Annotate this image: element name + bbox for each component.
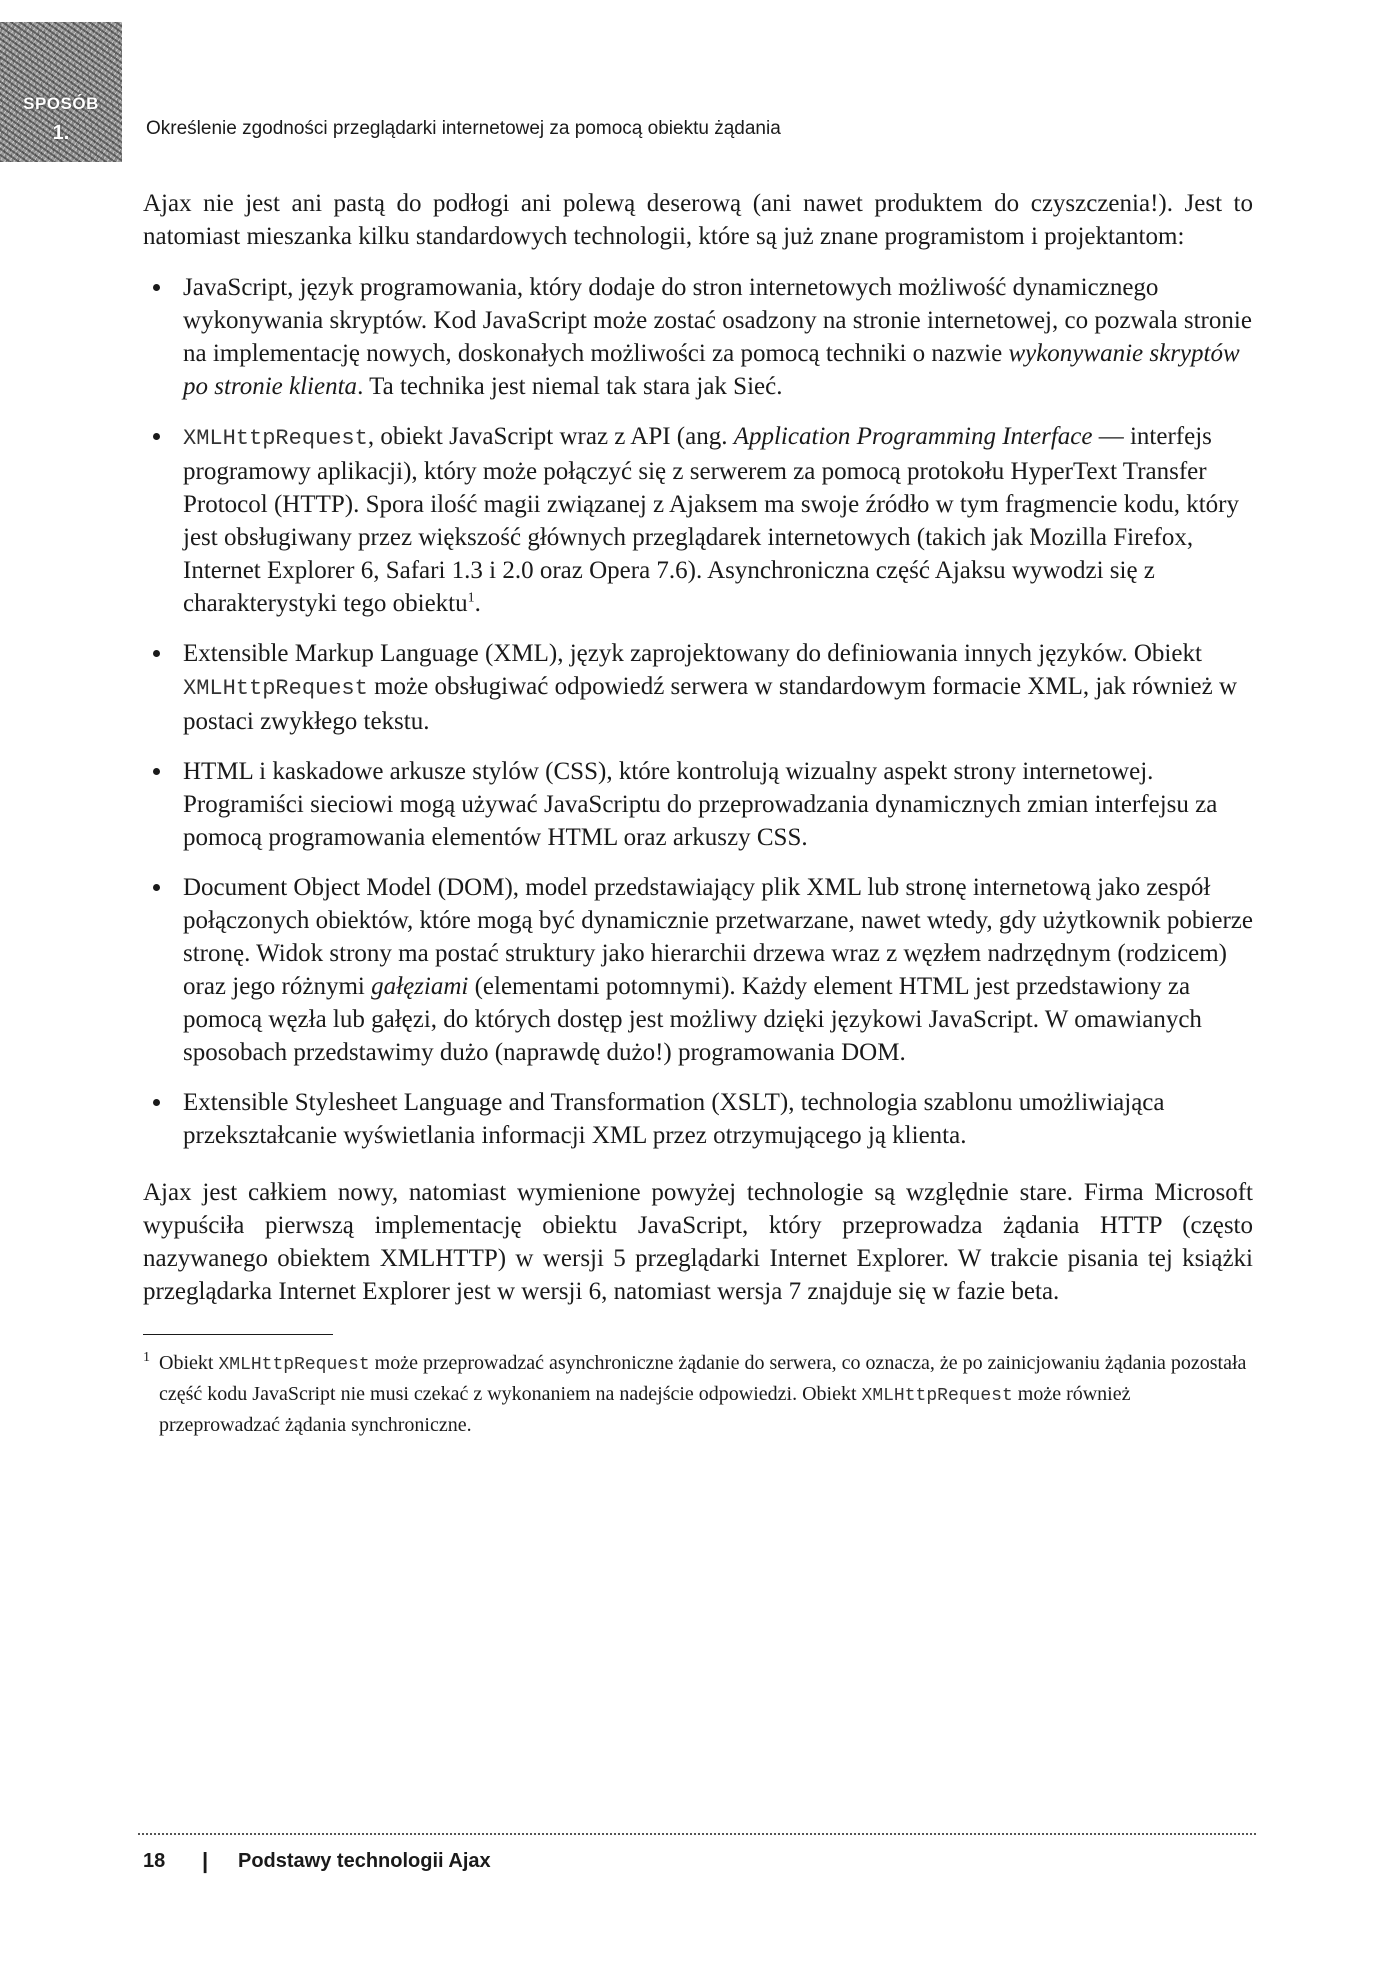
footer-separator: | [202, 1848, 209, 1873]
list-item-html-css [143, 755, 1253, 854]
list-item-xslt [143, 1086, 1253, 1152]
text: HTML i kaskadowe arkusze stylów (CSS), które kontrolują wizualny aspekt strony internetowej. Programiści sieciowi mogą używać JavaScriptu do przeprowadzania dynamicznych zmian interfejsu za pomocą programowania elementów HTML oraz arkuszy CSS. [183, 758, 1218, 851]
code-term: XMLHttpRequest [861, 1386, 1013, 1406]
emphasis: gałęziami [371, 973, 469, 1000]
code-term: XMLHttpRequest [183, 676, 368, 701]
running-head: Określenie zgodności przeglądarki internetowej za pomocą obiektu żądania [146, 118, 781, 139]
text: — interfejs programowy aplikacji), który może połączyć się z serwerem za pomocą protokołu HyperText Transfer Protocol (HTTP). Spora ilość magii związanej z Ajaksem ma swoje źródło w tym fragmencie kodu, który jest obsługiwany przez większość głównych przeglądarek internetowych (takich jak Mozilla Firefox, Internet Explorer 6, Safari 1.3 i 2.0 oraz Opera 7.6). Asynchroniczna część Ajaksu wywodzi się z charakterystyki tego obiektu [183, 423, 1239, 617]
text: (elementami potomnymi). Każdy element HTML jest przedstawiony za pomocą węzła lub gałęzi, do których dostęp jest możliwy dzięki językowi JavaScript. W omawianych sposobach przedstawimy dużo (naprawdę dużo!) programowania DOM. [183, 973, 1202, 1066]
emphasis: Application Programming Interface [733, 423, 1093, 450]
text: . [474, 590, 481, 617]
text: . Ta technika jest niemal tak stara jak Sieć. [357, 373, 783, 400]
list-item-xml [143, 637, 1253, 738]
code-term: XMLHttpRequest [218, 1355, 370, 1375]
footnote [143, 1349, 1253, 1440]
footnote-divider [143, 1334, 333, 1335]
footnote-mark: 1 [143, 1350, 150, 1365]
text: , obiekt JavaScript wraz z API (ang. [367, 423, 734, 450]
text: Extensible Markup Language (XML), język zaprojektowany do definiowania innych języków. Obiekt [183, 640, 1202, 667]
footer-divider [138, 1833, 1256, 1835]
text: Document Object Model (DOM), model przedstawiający plik XML lub stronę internetową jako zespół połączonych obiektów, które mogą być dynamicznie przetwarzane, nawet wtedy, gdy użytkownik pobierze stronę. Widok strony ma postać struktury jako hierarchii drzewa wraz z węzłem nadrzędnym (rodzicem) oraz jego różnymi [183, 874, 1253, 1000]
list-item-dom [143, 871, 1253, 1069]
page-content [143, 187, 1253, 1440]
text: może przeprowadzać asynchroniczne żądanie do serwera, co oznacza, że po zainicjowaniu żądania pozostała część kodu JavaScript nie musi czekać z wykonaniem na nadejście odpowiedzi. Obiekt [159, 1352, 1247, 1405]
text: JavaScript, język programowania, który dodaje do stron internetowych możliwość dynamicznego wykonywania skryptów. Kod JavaScript może zostać osadzony na stronie internetowej, co pozwala stronie na implementację nowych, doskonałych możliwości za pomocą techniki o nazwie [183, 274, 1252, 367]
technology-list [143, 271, 1253, 1152]
footnote-ref: 1 [467, 590, 475, 606]
page-number: 18 [143, 1850, 166, 1872]
list-item-javascript [143, 271, 1253, 403]
text: może również przeprowadzać żądania synchroniczne. [159, 1383, 1131, 1436]
text: może obsługiwać odpowiedź serwera w standardowym formacie XML, jak również w postaci zwykłego tekstu. [183, 673, 1238, 735]
list-item-xmlhttprequest [143, 420, 1253, 620]
badge-number: 1. [52, 122, 70, 144]
badge-label: SPOSÓB [23, 94, 99, 113]
text: Obiekt [159, 1352, 219, 1374]
emphasis: wykonywanie skryptów po stronie klienta [183, 340, 1240, 400]
closing-paragraph: Ajax jest całkiem nowy, natomiast wymienione powyżej technologie są względnie stare. Firma Microsoft wypuściła pierwszą implementację obiektu JavaScript, który przeprowadza żądania HTTP (często nazywanego obiektem XMLHTTP) w wersji 5 przeglądarki Internet Explorer. W trakcie pisania tej książki przeglądarka Internet Explorer jest w wersji 6, natomiast wersja 7 znajduje się w fazie beta. [143, 1179, 1253, 1305]
intro-paragraph: Ajax nie jest ani pastą do podłogi ani polewą deserową (ani nawet produktem do czyszczenia!). Jest to natomiast mieszanka kilku standardowych technologii, które są już znane programistom i projektantom: [143, 190, 1253, 250]
code-term: XMLHttpRequest [183, 426, 368, 451]
section-badge [0, 22, 122, 162]
book-title: Podstawy technologii Ajax [238, 1850, 491, 1872]
text: Extensible Stylesheet Language and Transformation (XSLT), technologia szablonu umożliwiająca przekształcanie wyświetlania informacji XML przez otrzymującego ją klienta. [183, 1089, 1165, 1149]
